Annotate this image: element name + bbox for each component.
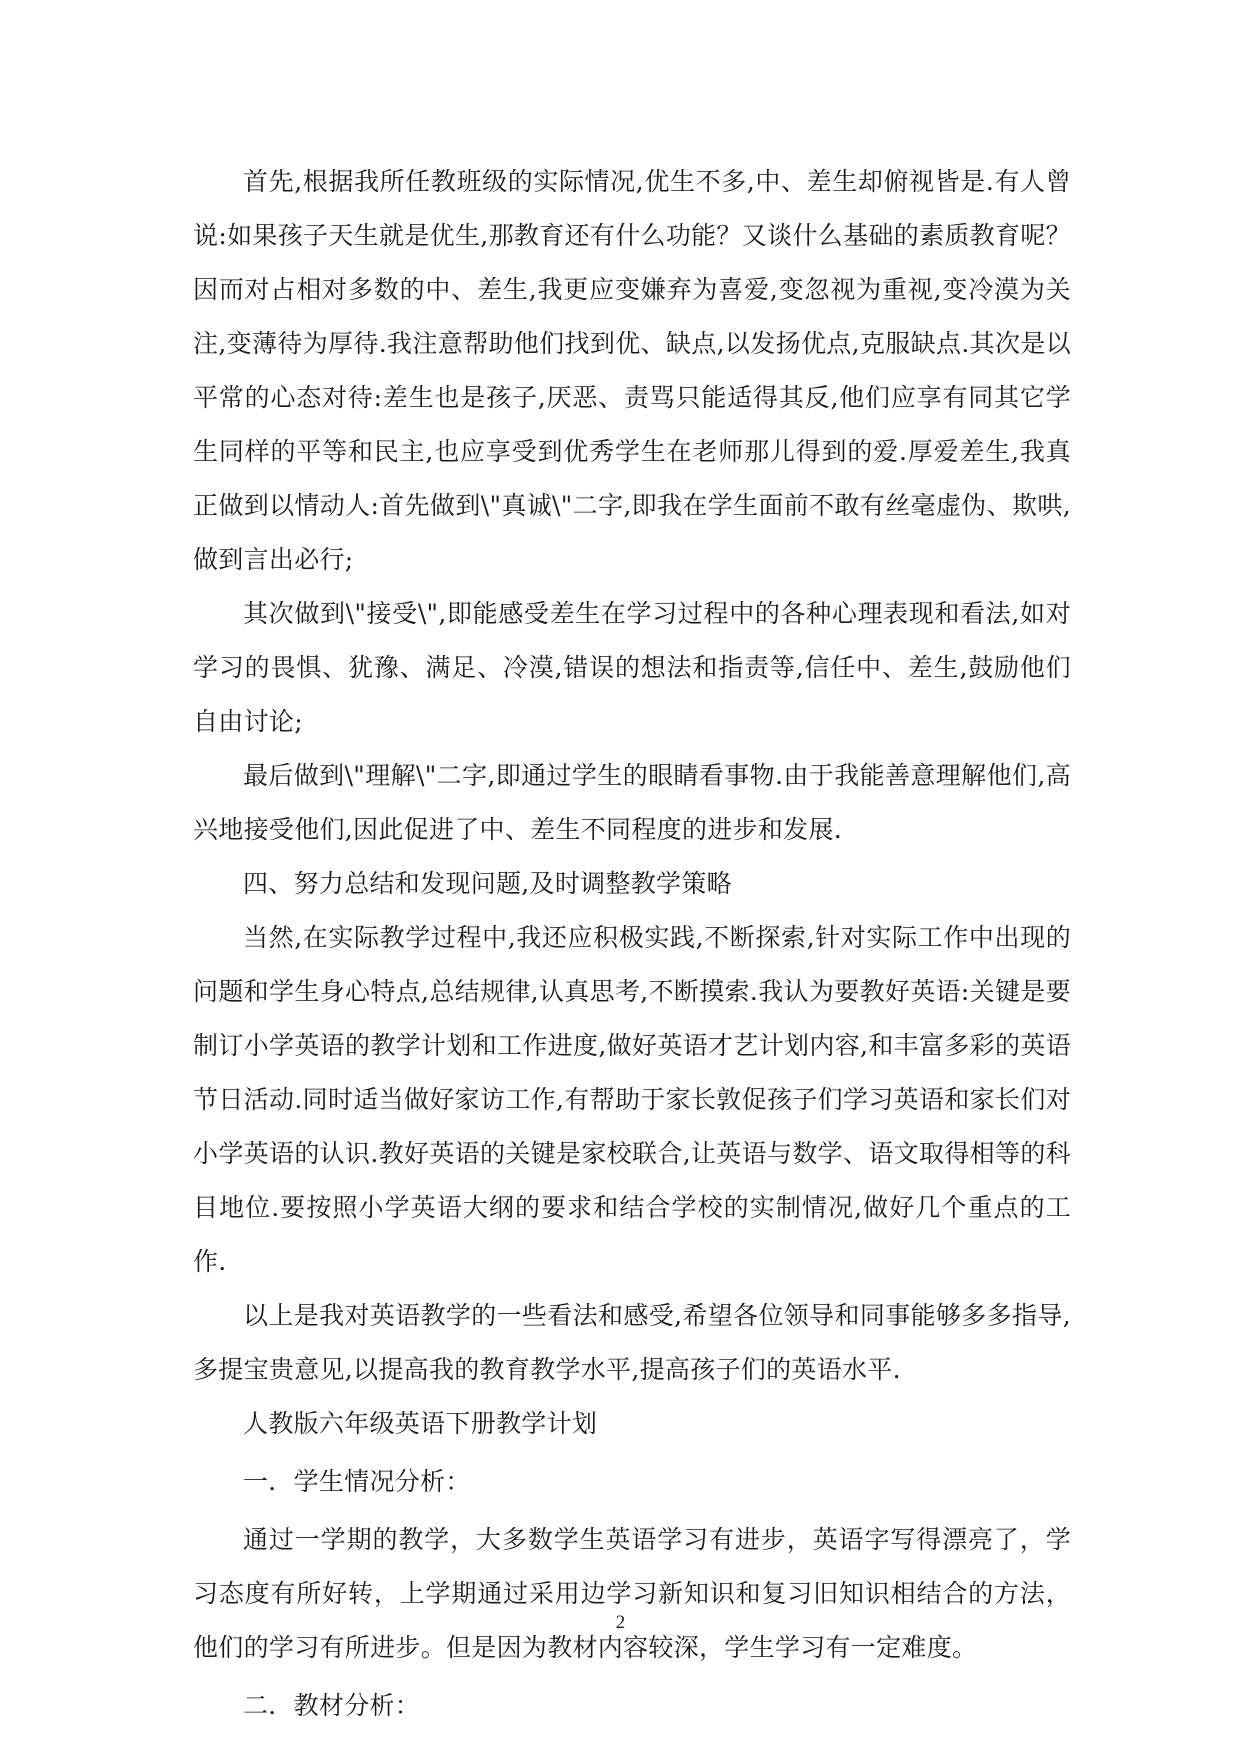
paragraph-understanding: 最后做到\"理解\"二字,即通过学生的眼睛看事物.由于我能善意理解他们,高兴地接受他们,因此促进了中、差生不同程度的进步和发展.: [193, 761, 1071, 844]
paragraph-conclusion: 以上是我对英语教学的一些看法和感受,希望各位领导和同事能够多多指导,多提宝贵意见,以提高我的教育教学水平,提高孩子们的英语水平.: [193, 1301, 1071, 1384]
plan-title: 人教版六年级英语下册教学计划: [243, 1409, 598, 1438]
paragraph-care-for-weak-students: 首先,根据我所任教班级的实际情况,优生不多,中、差生却俯视皆是.有人曾说:如果孩子天生就是优生,那教育还有什么功能？又谈什么基础的素质教育呢？因而对占相对多数的中、差生,我更应变嫌弃为喜爱,变忽视为重视,变冷漠为关注,变薄待为厚待.我注意帮助他们找到优、缺点,以发扬优点,克服缺点.其次是以平常的心态对待:差生也是孩子,厌恶、责骂只能适得其反,他们应享有同其它学生同样的平等和民主,也应享受到优秀学生在老师那儿得到的爱.厚爱差生,我真正做到以情动人:首先做到\"真诚\"二字,即我在学生面前不敢有丝毫虚伪、欺哄,做到言出必行;: [193, 167, 1071, 574]
paragraph-practice: 当然,在实际教学过程中,我还应积极实践,不断探索,针对实际工作中出现的问题和学生身心特点,总结规律,认真思考,不断摸索.我认为要教好英语:关键是要制订小学英语的教学计划和工作进度,做好英语才艺计划内容,和丰富多彩的英语节日活动.同时适当做好家访工作,有帮助于家长敦促孩子们学习英语和家长们对小学英语的认识.教好英语的关键是家校联合,让英语与数学、语文取得相等的科目地位.要按照小学英语大纲的要求和结合学校的实制情况,做好几个重点的工作.: [193, 923, 1071, 1276]
section-heading-textbook-analysis: 二．教材分析：: [243, 1691, 421, 1720]
document-body: [193, 155, 1071, 1733]
paragraph-student-analysis: 通过一学期的教学，大多数学生英语学习有进步，英语字写得漂亮了，学习态度有所好转，上学期通过采用边学习新知识和复习旧知识相结合的方法，他们的学习有所进步。但是因为教材内容较深，学生学习有一定难度。: [193, 1525, 1071, 1662]
paragraph-acceptance: 其次做到\"接受\",即能感受差生在学习过程中的各种心理表现和看法,如对学习的畏惧、犹豫、满足、冷漠,错误的想法和指责等,信任中、差生,鼓励他们自由讨论;: [193, 599, 1071, 736]
page-number: 2: [615, 1612, 626, 1633]
section-heading-four: 四、努力总结和发现问题,及时调整教学策略: [243, 869, 732, 898]
section-heading-student-analysis: 一．学生情况分析：: [243, 1467, 471, 1496]
